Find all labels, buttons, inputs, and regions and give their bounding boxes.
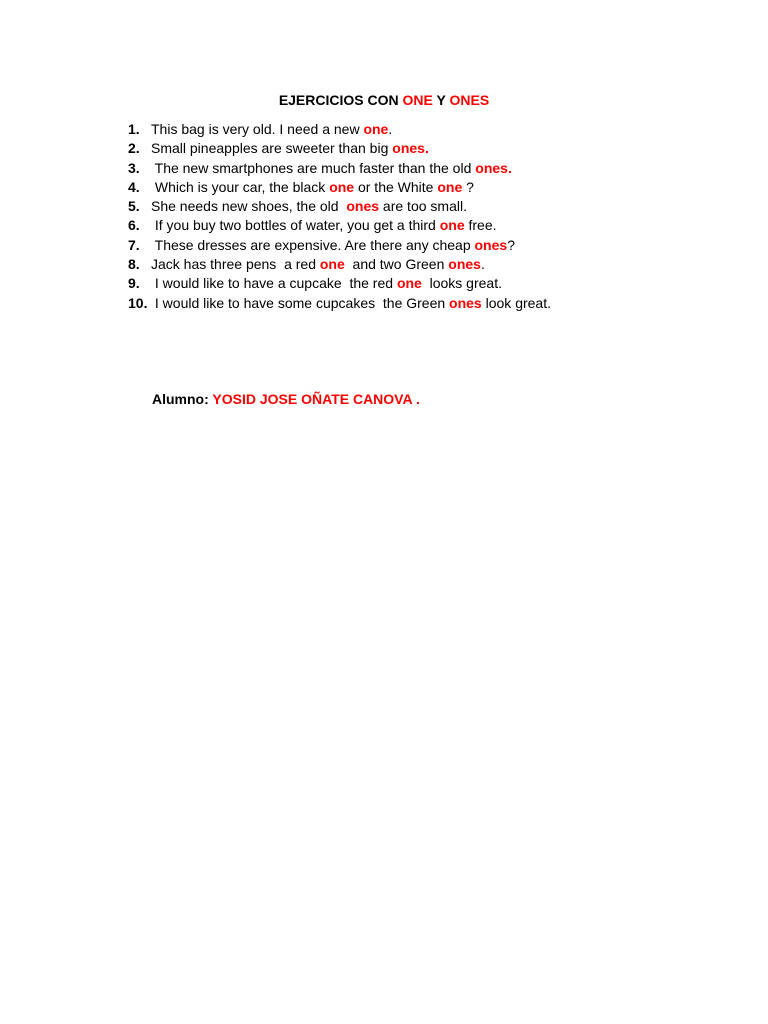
exercise-text: Jack has three pens a red — [151, 256, 320, 273]
exercise-text: free. — [464, 217, 497, 234]
exercise-text: ? — [507, 236, 515, 253]
exercise-text: Which is your car, the black — [151, 178, 330, 195]
answer-highlight: one — [439, 217, 465, 234]
title-conjunction: Y — [432, 92, 450, 108]
exercise-number: 5. — [128, 198, 140, 215]
exercise-text: These dresses are expensive. Are there any cheap — [151, 236, 475, 253]
exercise-number: 2. — [128, 140, 140, 157]
student-name-suffix: . — [412, 391, 420, 407]
answer-highlight: ones — [474, 236, 508, 253]
exercise-item — [128, 294, 551, 313]
exercise-number: 6. — [128, 217, 140, 234]
exercise-item — [128, 216, 551, 235]
exercise-text: and two Green — [344, 256, 449, 273]
answer-highlight: ones — [449, 294, 482, 311]
exercise-text: or the White — [354, 178, 438, 195]
answer-highlight: ones — [448, 256, 481, 273]
exercise-text: are too small. — [379, 198, 467, 215]
title-highlight-one: ONE — [402, 92, 433, 108]
page-title — [0, 91, 768, 109]
answer-highlight: ones. — [392, 140, 429, 157]
answer-highlight: ones. — [475, 159, 512, 176]
exercise-number: 3. — [128, 159, 140, 176]
exercise-number: 7. — [128, 236, 140, 253]
student-name: YOSID JOSE OÑATE CANOVA — [212, 391, 413, 407]
exercise-text: I would like to have a cupcake the red — [151, 275, 397, 292]
exercise-text: I would like to have some cupcakes the Green — [151, 294, 450, 311]
exercise-text: . — [480, 256, 485, 273]
exercise-text: ? — [462, 178, 474, 195]
answer-highlight: one — [363, 121, 389, 137]
exercise-number: 8. — [128, 256, 140, 273]
answer-highlight: one — [437, 178, 463, 195]
answer-highlight: one — [396, 275, 422, 292]
exercise-item — [128, 236, 551, 255]
exercise-text: This bag is very old. I need a new — [151, 121, 364, 137]
exercise-number: 4. — [128, 178, 140, 195]
student-label: Alumno: — [152, 391, 213, 407]
exercise-number: 9. — [128, 275, 140, 292]
exercise-item — [128, 120, 551, 139]
exercise-text: She needs new shoes, the old — [151, 198, 347, 215]
answer-highlight: one — [319, 256, 345, 273]
exercise-text: looks great. — [421, 275, 502, 292]
exercise-text: look great. — [481, 294, 551, 311]
student-line — [152, 390, 420, 408]
exercise-text: If you buy two bottles of water, you get a third — [151, 217, 440, 234]
exercise-text: The new smartphones are much faster than the old — [151, 159, 476, 176]
exercise-list — [128, 120, 551, 313]
answer-highlight: ones — [346, 198, 380, 215]
exercise-number: 10. — [128, 294, 148, 311]
exercise-text: Small pineapples are sweeter than big — [151, 140, 393, 157]
exercise-item — [128, 178, 551, 197]
exercise-number: 1. — [128, 121, 140, 137]
exercise-item — [128, 159, 551, 178]
answer-highlight: one — [329, 178, 355, 195]
exercise-item — [128, 139, 551, 158]
title-prefix: EJERCICIOS CON — [278, 92, 403, 108]
exercise-text: . — [388, 121, 393, 137]
exercise-item — [128, 255, 551, 274]
title-highlight-ones: ONES — [449, 92, 490, 108]
exercise-item — [128, 274, 551, 293]
exercise-item — [128, 197, 551, 216]
